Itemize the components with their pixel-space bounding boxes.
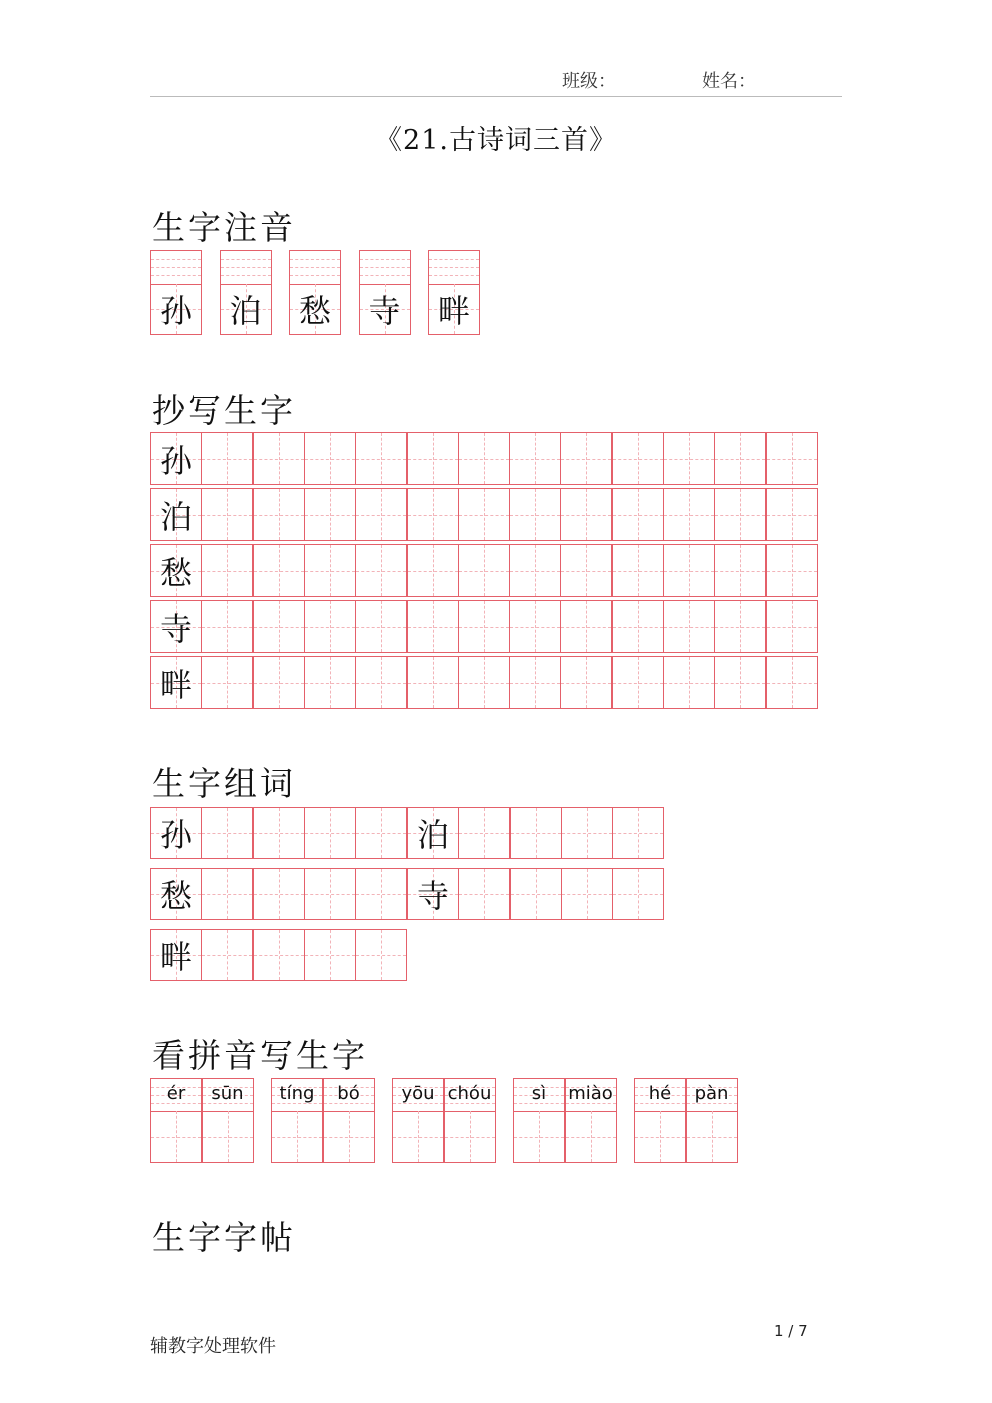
grid-guide <box>664 459 714 460</box>
grid-guide <box>664 571 714 572</box>
pinyin-guide-line <box>290 267 340 268</box>
pinyin-box <box>150 1078 202 1163</box>
word-blank-cell <box>304 807 356 859</box>
section-copy-heading: 抄写生字 <box>152 391 296 430</box>
word-model-cell <box>150 868 202 920</box>
pinyin-box <box>202 1078 254 1163</box>
grid-guide <box>305 459 355 460</box>
character-cell <box>272 1111 322 1162</box>
grid-guide <box>305 515 355 516</box>
grid-guide <box>561 627 611 628</box>
copy-blank-cell <box>304 544 356 597</box>
character-cell <box>324 1111 374 1162</box>
copy-blank-cell <box>407 544 459 597</box>
word-blank-cell <box>253 807 305 859</box>
copy-blank-cell <box>253 544 305 597</box>
copy-blank-cell <box>714 544 766 597</box>
copy-blank-cell <box>458 544 510 597</box>
copy-blank-cell <box>612 488 664 541</box>
grid-guide <box>356 894 406 895</box>
pinyin-text: pàn <box>694 1083 729 1104</box>
pinyin-guide-line <box>151 275 201 276</box>
grid-guide <box>767 571 817 572</box>
word-blank-cell <box>201 929 253 981</box>
pinyin-text: yōu <box>401 1083 435 1104</box>
copy-blank-cell <box>714 432 766 485</box>
pinyin-box <box>392 1078 444 1163</box>
grid-guide <box>664 515 714 516</box>
grid-guide <box>664 627 714 628</box>
name-label: 姓名： <box>702 71 756 92</box>
copy-blank-cell <box>355 600 407 653</box>
section-annotate-heading: 生字注音 <box>152 208 296 247</box>
grid-guide <box>254 894 304 895</box>
pinyin-guide-line <box>221 267 271 268</box>
copy-blank-cell <box>509 544 561 597</box>
pinyin-text: ér <box>166 1083 186 1104</box>
grid-guide <box>561 459 611 460</box>
grid-guide <box>459 894 509 895</box>
copy-blank-cell <box>766 488 818 541</box>
pinyin-text: chóu <box>447 1083 492 1104</box>
grid-guide <box>459 627 509 628</box>
grid-guide <box>511 833 561 834</box>
grid-guide <box>356 459 406 460</box>
copy-blank-cell <box>407 656 459 709</box>
annotate-box <box>220 250 272 335</box>
pinyin-guide-line <box>221 275 271 276</box>
copy-blank-cell <box>714 488 766 541</box>
section-words-heading: 生字组词 <box>152 764 296 803</box>
grid-guide <box>408 571 458 572</box>
model-character: 愁 <box>159 553 192 592</box>
copy-blank-cell <box>253 656 305 709</box>
copy-blank-cell <box>355 432 407 485</box>
grid-guide <box>767 683 817 684</box>
copy-blank-cell <box>560 432 612 485</box>
copy-blank-cell <box>407 432 459 485</box>
pinyin-box <box>565 1078 617 1163</box>
character-cell <box>151 284 201 334</box>
model-character: 畔 <box>159 665 192 704</box>
word-blank-cell <box>458 868 510 920</box>
grid-guide <box>408 515 458 516</box>
grid-guide <box>510 627 560 628</box>
copy-blank-cell <box>509 432 561 485</box>
word-blank-cell <box>561 807 613 859</box>
grid-guide <box>254 627 304 628</box>
grid-guide <box>514 1137 564 1138</box>
grid-guide <box>408 459 458 460</box>
word-blank-cell <box>458 807 510 859</box>
word-blank-cell <box>561 868 613 920</box>
grid-guide <box>305 627 355 628</box>
character-cell <box>429 284 479 334</box>
word-blank-cell <box>304 868 356 920</box>
pinyin-text: sì <box>531 1083 547 1104</box>
word-blank-cell <box>355 929 407 981</box>
copy-blank-cell <box>766 544 818 597</box>
copy-model-cell <box>150 600 202 653</box>
pinyin-box <box>271 1078 323 1163</box>
copy-blank-cell <box>304 656 356 709</box>
grid-guide <box>562 894 612 895</box>
grid-guide <box>202 627 252 628</box>
character-cell <box>221 284 271 334</box>
copy-blank-cell <box>612 600 664 653</box>
copy-blank-cell <box>663 600 715 653</box>
copy-blank-cell <box>766 656 818 709</box>
copy-blank-cell <box>663 544 715 597</box>
grid-guide <box>561 515 611 516</box>
pinyin-box <box>686 1078 738 1163</box>
grid-guide <box>356 683 406 684</box>
copy-blank-cell <box>253 432 305 485</box>
model-character: 寺 <box>159 609 192 648</box>
copy-blank-cell <box>766 600 818 653</box>
grid-guide <box>408 683 458 684</box>
word-model-cell <box>150 807 202 859</box>
model-character: 孙 <box>159 292 192 330</box>
model-character: 孙 <box>159 816 192 854</box>
copy-blank-cell <box>253 600 305 653</box>
copy-blank-cell <box>766 432 818 485</box>
copy-blank-cell <box>612 432 664 485</box>
copy-blank-cell <box>458 488 510 541</box>
character-cell <box>290 284 340 334</box>
grid-guide <box>459 833 509 834</box>
copy-blank-cell <box>355 544 407 597</box>
grid-guide <box>613 515 663 516</box>
model-character: 泊 <box>416 816 449 854</box>
pinyin-text: sūn <box>211 1083 244 1104</box>
character-cell <box>360 284 410 334</box>
copy-blank-cell <box>560 600 612 653</box>
section-pinyin-heading: 看拼音写生字 <box>152 1036 368 1075</box>
grid-guide <box>613 627 663 628</box>
pinyin-text: tíng <box>279 1083 315 1104</box>
grid-guide <box>664 683 714 684</box>
grid-guide <box>254 459 304 460</box>
grid-guide <box>305 833 355 834</box>
grid-guide <box>272 1137 322 1138</box>
copy-model-cell <box>150 432 202 485</box>
grid-guide <box>408 627 458 628</box>
grid-guide <box>715 627 765 628</box>
grid-guide <box>254 833 304 834</box>
pinyin-guide-line <box>221 259 271 260</box>
grid-guide <box>510 459 560 460</box>
character-cell <box>635 1111 685 1162</box>
grid-guide <box>445 1137 495 1138</box>
copy-model-cell <box>150 544 202 597</box>
grid-guide <box>613 833 663 834</box>
grid-guide <box>715 515 765 516</box>
grid-guide <box>324 1137 374 1138</box>
grid-guide <box>356 955 406 956</box>
word-blank-cell <box>612 868 664 920</box>
grid-guide <box>510 515 560 516</box>
pinyin-text: miào <box>568 1083 613 1104</box>
copy-blank-cell <box>612 656 664 709</box>
word-model-cell <box>150 929 202 981</box>
grid-guide <box>459 571 509 572</box>
grid-guide <box>203 1137 253 1138</box>
pinyin-guide-line <box>151 267 201 268</box>
pinyin-guide-line <box>360 275 410 276</box>
character-cell <box>203 1111 253 1162</box>
pinyin-guide-line <box>429 259 479 260</box>
pinyin-guide-line <box>360 259 410 260</box>
grid-guide <box>510 571 560 572</box>
pinyin-guide-line <box>429 275 479 276</box>
copy-blank-cell <box>509 488 561 541</box>
copy-blank-cell <box>663 432 715 485</box>
grid-guide <box>561 683 611 684</box>
copy-blank-cell <box>407 600 459 653</box>
header-divider <box>150 96 842 97</box>
character-cell <box>445 1111 495 1162</box>
copy-blank-cell <box>509 656 561 709</box>
annotate-box <box>359 250 411 335</box>
grid-guide <box>305 683 355 684</box>
pinyin-box <box>634 1078 686 1163</box>
grid-guide <box>202 833 252 834</box>
copy-blank-cell <box>355 488 407 541</box>
pinyin-text: bó <box>337 1083 360 1104</box>
grid-guide <box>151 1137 201 1138</box>
grid-guide <box>202 571 252 572</box>
grid-guide <box>687 1137 737 1138</box>
word-blank-cell <box>510 868 562 920</box>
copy-blank-cell <box>560 656 612 709</box>
grid-guide <box>511 894 561 895</box>
character-cell <box>393 1111 443 1162</box>
section-copybook-heading: 生字字帖 <box>152 1218 296 1257</box>
grid-guide <box>635 1137 685 1138</box>
pinyin-box <box>444 1078 496 1163</box>
model-character: 畔 <box>437 292 470 330</box>
word-blank-cell <box>304 929 356 981</box>
copy-blank-cell <box>201 544 253 597</box>
pinyin-text: hé <box>648 1083 672 1104</box>
page-number: 1 / 7 <box>774 1322 808 1340</box>
copy-blank-cell <box>458 656 510 709</box>
copy-blank-cell <box>201 600 253 653</box>
grid-guide <box>613 571 663 572</box>
model-character: 孙 <box>159 441 192 480</box>
grid-guide <box>356 571 406 572</box>
copy-blank-cell <box>612 544 664 597</box>
class-label: 班级： <box>562 71 616 92</box>
grid-guide <box>566 1137 616 1138</box>
model-character: 寺 <box>368 292 401 330</box>
grid-guide <box>202 894 252 895</box>
copy-blank-cell <box>201 432 253 485</box>
grid-guide <box>459 515 509 516</box>
footer-software: 辅教字处理软件 <box>150 1336 276 1357</box>
pinyin-guide-line <box>290 275 340 276</box>
word-blank-cell <box>355 868 407 920</box>
grid-guide <box>356 627 406 628</box>
character-cell <box>687 1111 737 1162</box>
grid-guide <box>613 683 663 684</box>
grid-guide <box>613 894 663 895</box>
model-character: 畔 <box>159 938 192 976</box>
character-cell <box>566 1111 616 1162</box>
grid-guide <box>459 459 509 460</box>
word-model-cell <box>407 807 459 859</box>
model-character: 泊 <box>229 292 262 330</box>
model-character: 泊 <box>159 497 192 536</box>
grid-guide <box>767 515 817 516</box>
grid-guide <box>613 459 663 460</box>
grid-guide <box>202 459 252 460</box>
grid-guide <box>305 894 355 895</box>
grid-guide <box>356 515 406 516</box>
grid-guide <box>459 683 509 684</box>
word-blank-cell <box>201 868 253 920</box>
grid-guide <box>305 955 355 956</box>
copy-blank-cell <box>304 488 356 541</box>
annotate-box <box>150 250 202 335</box>
grid-guide <box>561 571 611 572</box>
copy-blank-cell <box>663 656 715 709</box>
grid-guide <box>254 683 304 684</box>
copy-blank-cell <box>509 600 561 653</box>
copy-blank-cell <box>458 432 510 485</box>
grid-guide <box>715 683 765 684</box>
grid-guide <box>305 571 355 572</box>
word-blank-cell <box>612 807 664 859</box>
copy-blank-cell <box>714 656 766 709</box>
pinyin-box <box>513 1078 565 1163</box>
word-blank-cell <box>201 807 253 859</box>
grid-guide <box>510 683 560 684</box>
copy-blank-cell <box>560 488 612 541</box>
pinyin-guide-line <box>360 267 410 268</box>
copy-blank-cell <box>355 656 407 709</box>
word-blank-cell <box>355 807 407 859</box>
copy-blank-cell <box>304 432 356 485</box>
pinyin-guide-line <box>429 267 479 268</box>
copy-blank-cell <box>714 600 766 653</box>
copy-blank-cell <box>201 488 253 541</box>
model-character: 寺 <box>416 877 449 915</box>
grid-guide <box>254 515 304 516</box>
word-blank-cell <box>253 868 305 920</box>
word-blank-cell <box>510 807 562 859</box>
grid-guide <box>356 833 406 834</box>
grid-guide <box>254 955 304 956</box>
grid-guide <box>393 1137 443 1138</box>
page-title: 《21.古诗词三首》 <box>375 125 617 156</box>
grid-guide <box>202 683 252 684</box>
grid-guide <box>202 515 252 516</box>
copy-model-cell <box>150 656 202 709</box>
grid-guide <box>562 833 612 834</box>
pinyin-guide-line <box>290 259 340 260</box>
copy-blank-cell <box>663 488 715 541</box>
grid-guide <box>202 955 252 956</box>
grid-guide <box>254 571 304 572</box>
word-model-cell <box>407 868 459 920</box>
pinyin-box <box>323 1078 375 1163</box>
copy-model-cell <box>150 488 202 541</box>
word-blank-cell <box>253 929 305 981</box>
character-cell <box>514 1111 564 1162</box>
grid-guide <box>767 627 817 628</box>
copy-blank-cell <box>458 600 510 653</box>
grid-guide <box>715 571 765 572</box>
copy-blank-cell <box>407 488 459 541</box>
copy-blank-cell <box>560 544 612 597</box>
copy-blank-cell <box>253 488 305 541</box>
annotate-box <box>428 250 480 335</box>
copy-blank-cell <box>201 656 253 709</box>
model-character: 愁 <box>298 292 331 330</box>
grid-guide <box>715 459 765 460</box>
copy-blank-cell <box>304 600 356 653</box>
pinyin-guide-line <box>151 259 201 260</box>
grid-guide <box>767 459 817 460</box>
character-cell <box>151 1111 201 1162</box>
annotate-box <box>289 250 341 335</box>
model-character: 愁 <box>159 877 192 915</box>
